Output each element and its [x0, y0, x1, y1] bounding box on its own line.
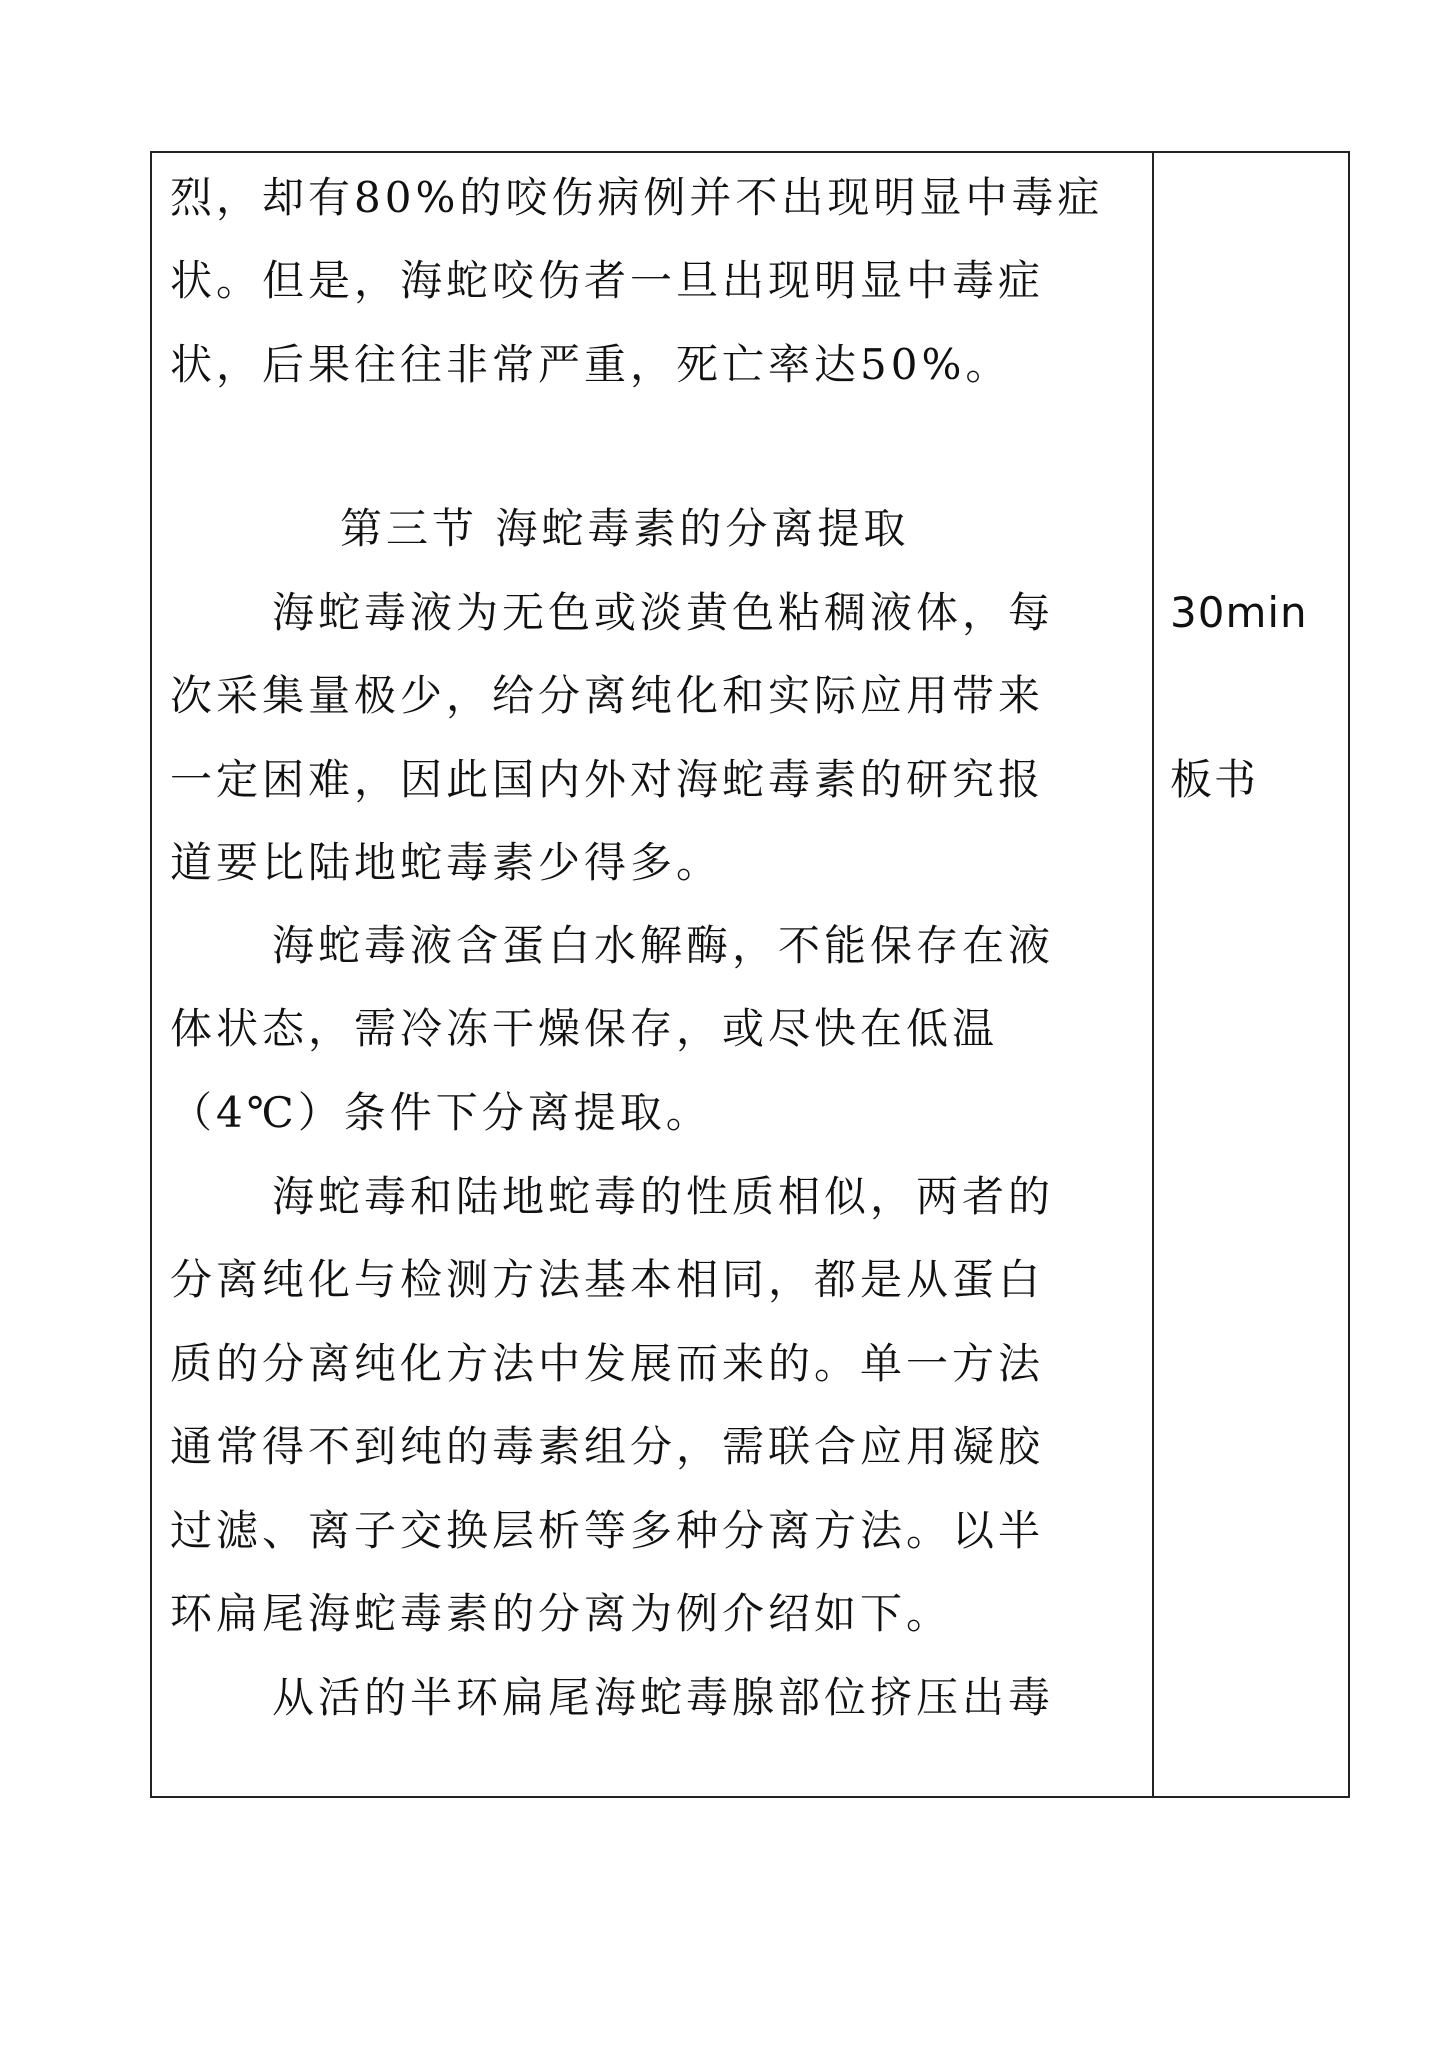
time-allocation: 30min [1170, 588, 1308, 637]
content-line-15: 通常得不到纯的毒素组分，需联合应用凝胶 [170, 1422, 1045, 1471]
content-line-14: 质的分离纯化方法中发展而来的。单一方法 [170, 1339, 1045, 1388]
content-line-10: 体状态，需冷冻干燥保存，或尽快在低温 [170, 1004, 999, 1053]
content-line-13: 分离纯化与检测方法基本相同，都是从蛋白 [170, 1255, 1045, 1304]
content-line-5: 海蛇毒液为无色或淡黄色粘稠液体，每 [272, 588, 1055, 637]
lesson-table [150, 151, 1350, 1798]
column-divider [1152, 153, 1154, 1796]
content-line-11: （4℃）条件下分离提取。 [170, 1088, 712, 1137]
teaching-method: 板书 [1170, 755, 1259, 804]
content-line-3: 状，后果往往非常严重，死亡率达50%。 [170, 340, 1012, 389]
content-line-12: 海蛇毒和陆地蛇毒的性质相似，两者的 [272, 1172, 1055, 1221]
content-line-7: 一定困难，因此国内外对海蛇毒素的研究报 [170, 755, 1045, 804]
content-line-2: 状。但是，海蛇咬伤者一旦出现明显中毒症 [170, 256, 1045, 305]
notes-cell [1170, 153, 1340, 1796]
content-line-6: 次采集量极少，给分离纯化和实际应用带来 [170, 671, 1045, 720]
content-line-1: 烈，却有80%的咬伤病例并不出现明显中毒症 [170, 173, 1104, 222]
content-line-16: 过滤、离子交换层析等多种分离方法。以半 [170, 1506, 1045, 1555]
content-line-17: 环扁尾海蛇毒素的分离为例介绍如下。 [170, 1589, 953, 1638]
content-line-18: 从活的半环扁尾海蛇毒腺部位挤压出毒 [272, 1673, 1055, 1722]
section-heading: 第三节 海蛇毒素的分离提取 [340, 504, 910, 553]
content-line-8: 道要比陆地蛇毒素少得多。 [170, 838, 723, 887]
content-line-9: 海蛇毒液含蛋白水解酶，不能保存在液 [272, 921, 1055, 970]
content-cell [170, 153, 1140, 1796]
